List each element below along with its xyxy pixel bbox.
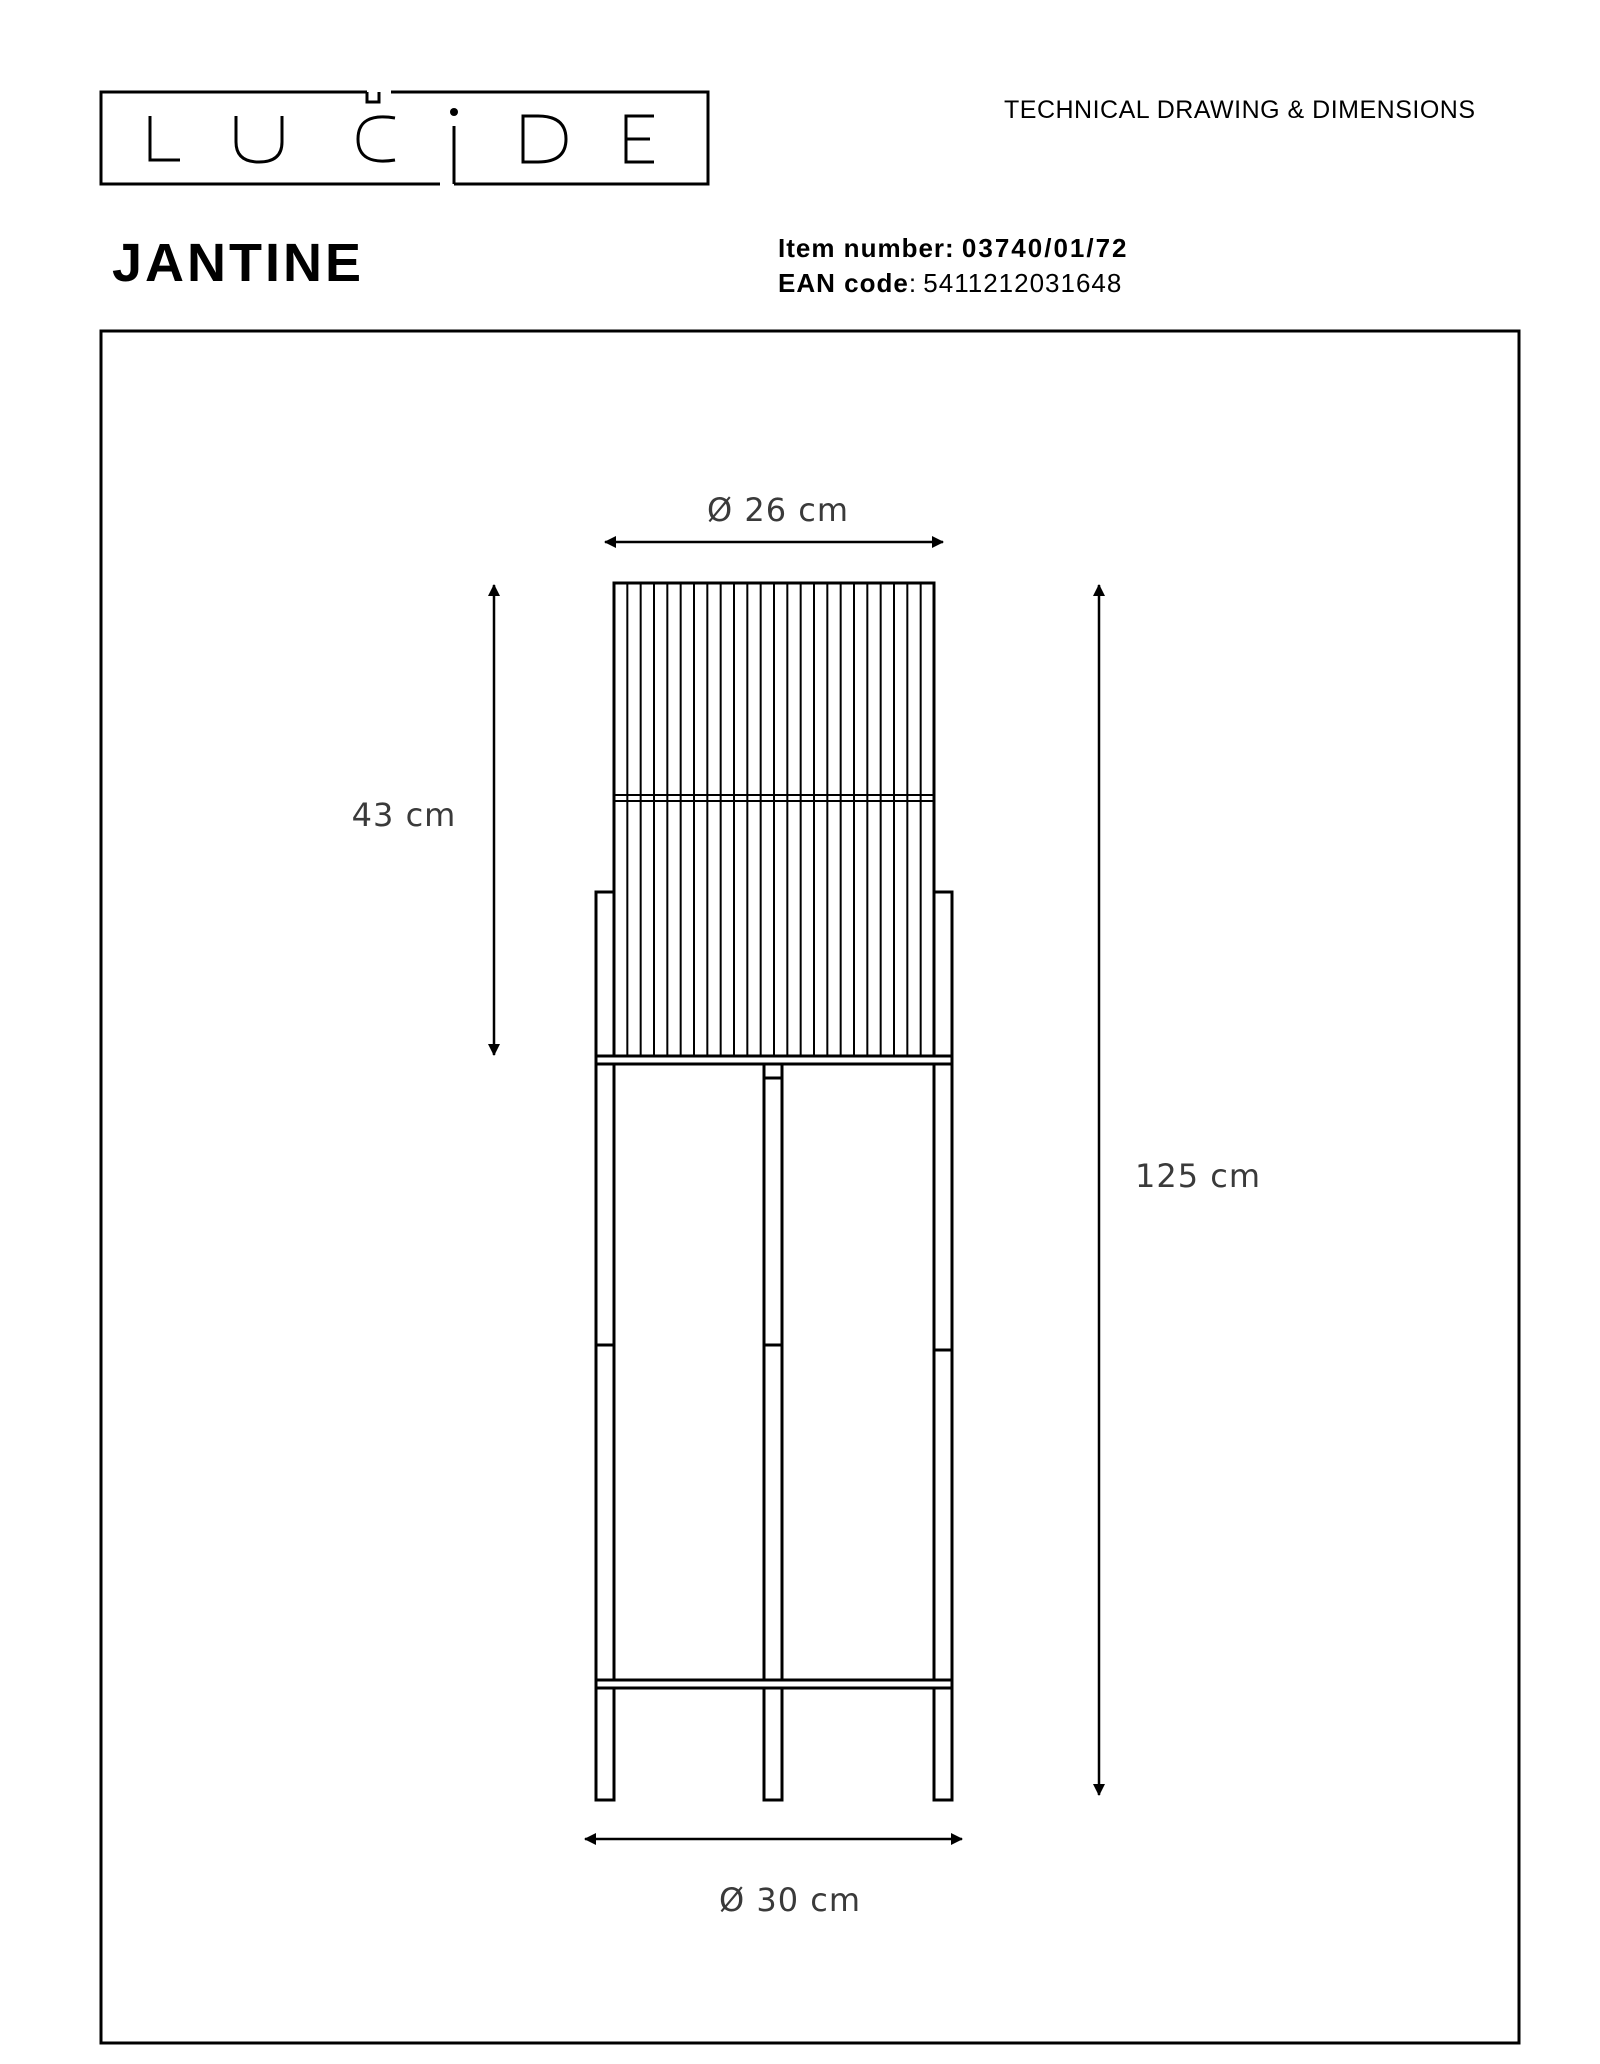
document-type: TECHNICAL DRAWING & DIMENSIONS	[1004, 96, 1476, 124]
shade-diameter-label: Ø 26 cm	[706, 491, 850, 529]
drawing-frame	[101, 331, 1519, 2043]
ean-value: 5411212031648	[923, 268, 1123, 298]
lamp-shade	[614, 583, 934, 1059]
shade-height-label: 43 cm	[351, 796, 457, 834]
product-name: JANTINE	[112, 233, 365, 293]
base-diameter-label: Ø 30 cm	[718, 1881, 862, 1919]
item-number-value: 03740/01/72	[961, 233, 1129, 263]
dimension-lines	[494, 542, 1099, 1839]
ean-separator: :	[908, 268, 917, 298]
total-height-label: 125 cm	[1134, 1157, 1262, 1195]
ean-label: EAN code	[778, 268, 909, 298]
item-number-label: Item number:	[778, 233, 955, 263]
